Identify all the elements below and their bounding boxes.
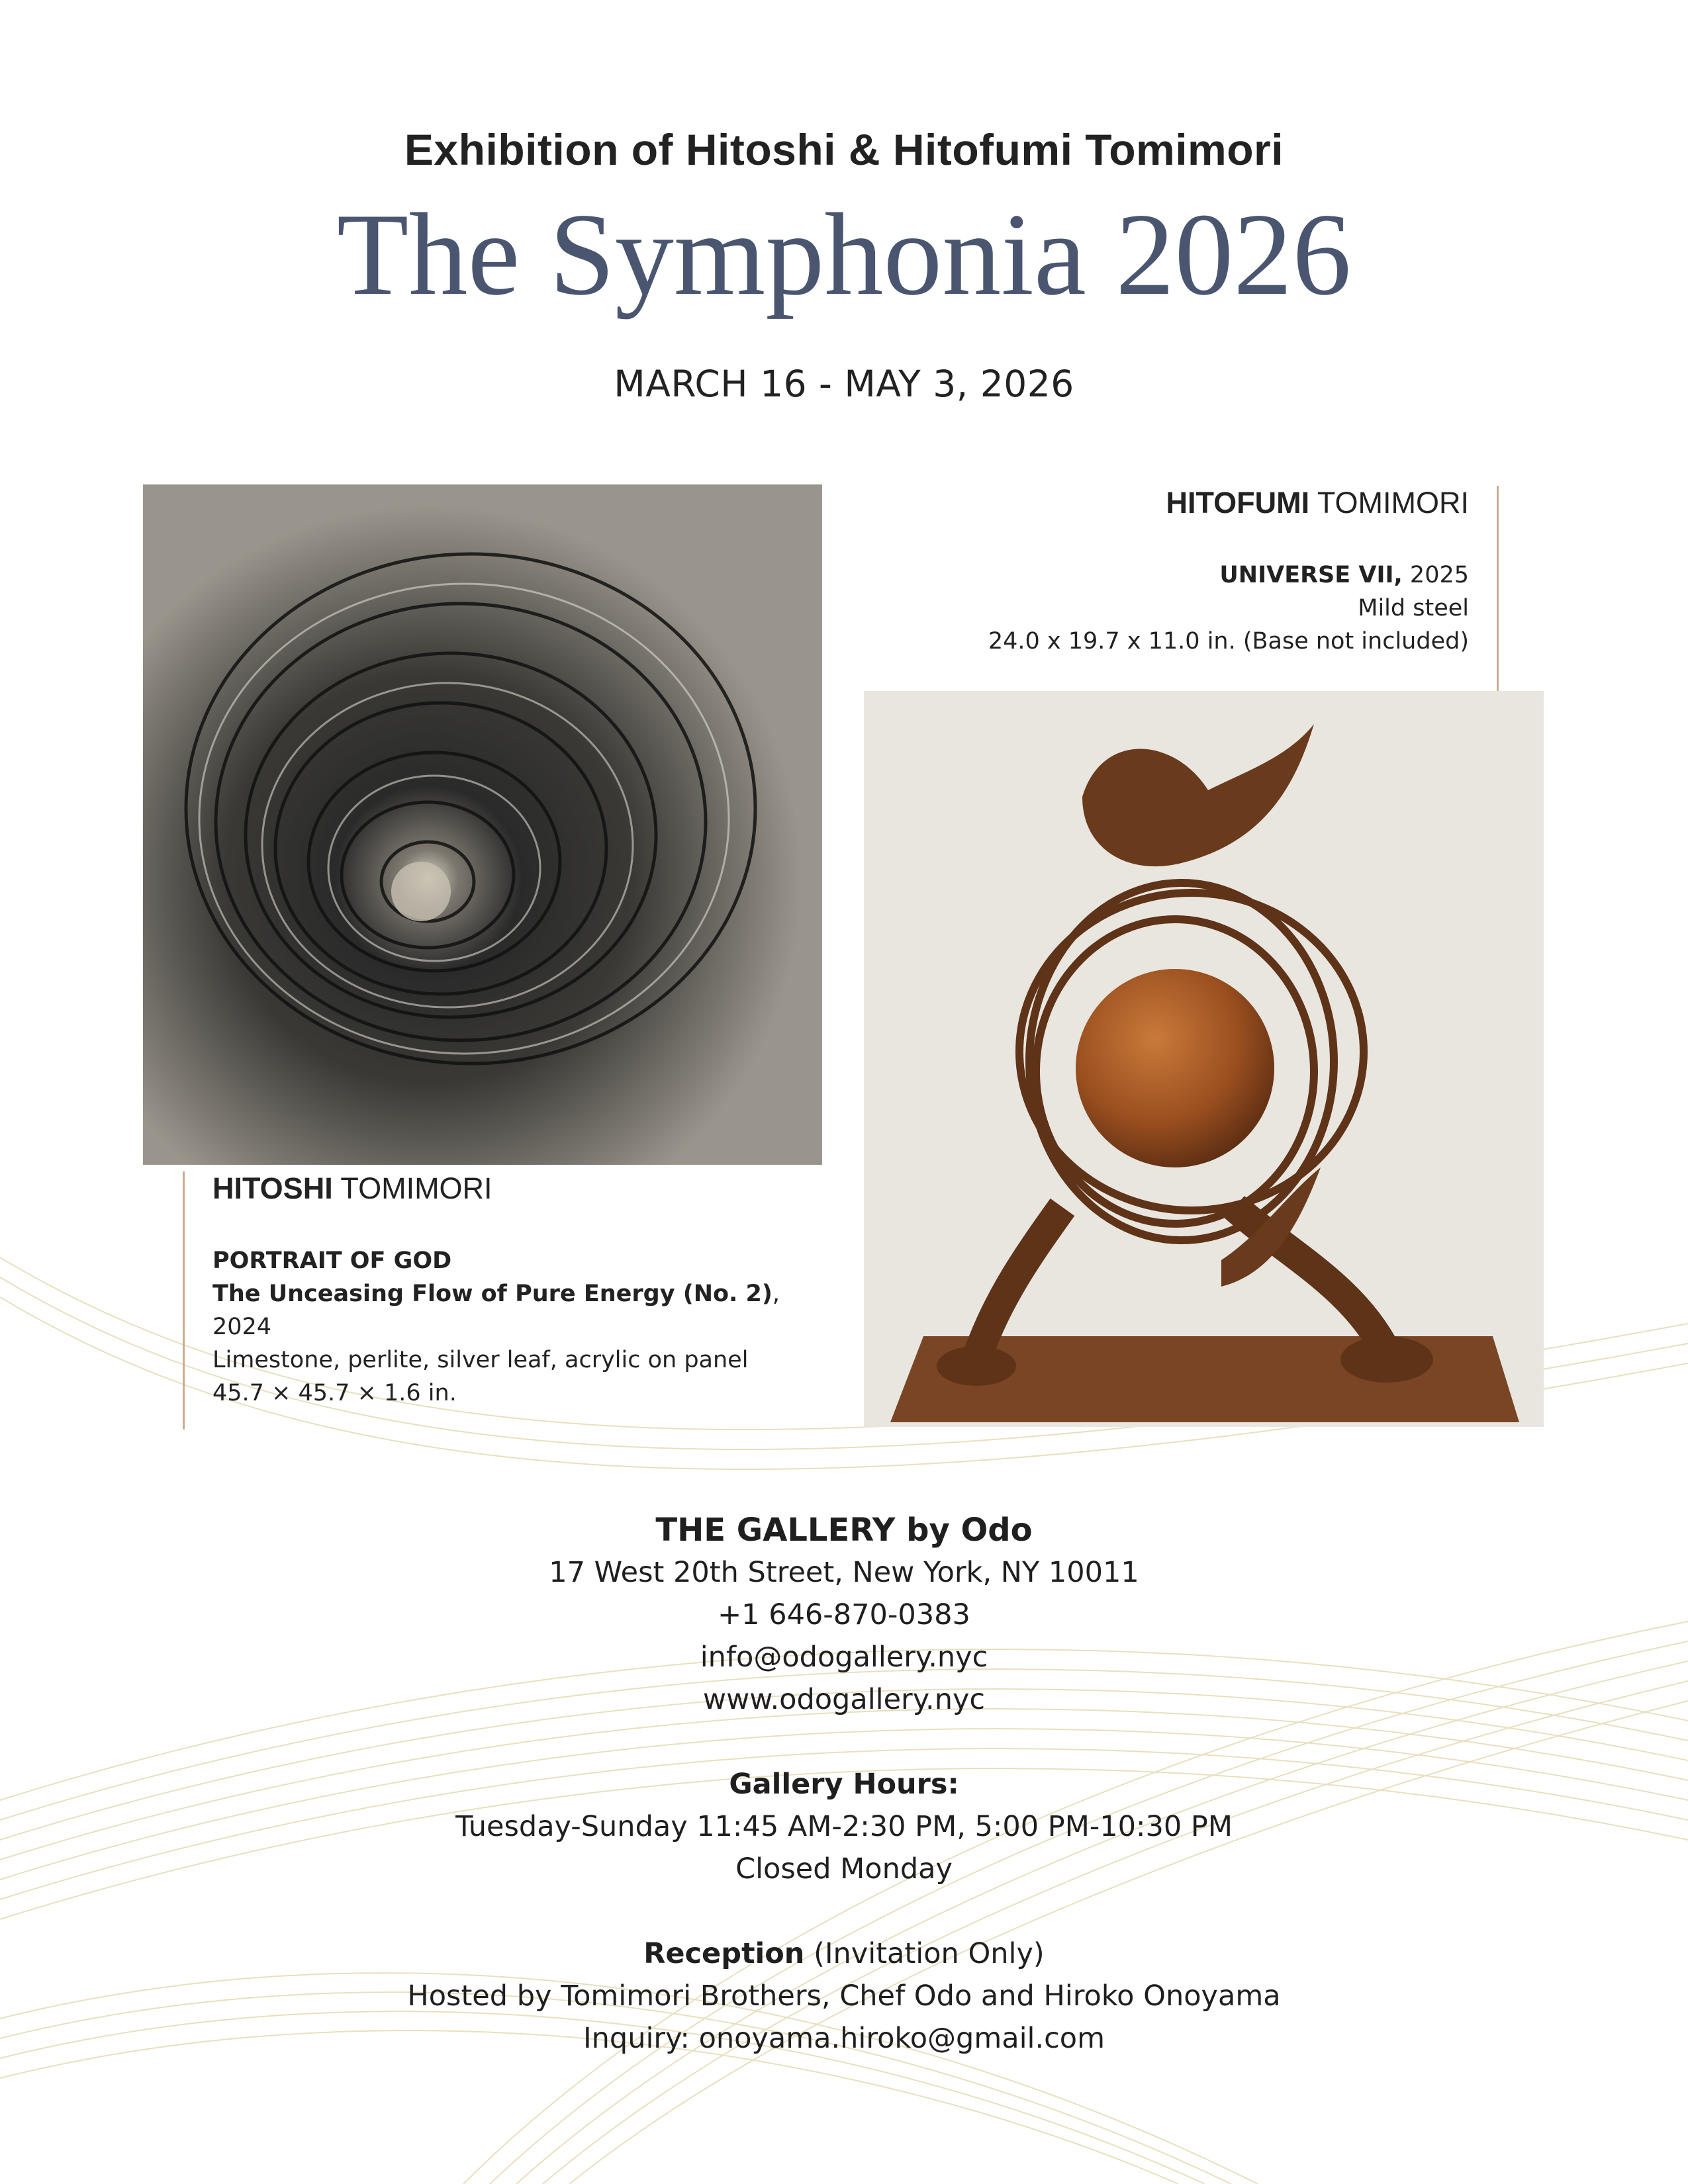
artist-last-name: TOMIMORI [1317, 486, 1469, 520]
sculpture-caption [861, 486, 1499, 691]
gallery-address: 17 West 20th Street, New York, NY 10011 [549, 1556, 1139, 1589]
artist-first-name: HITOFUMI [1166, 486, 1310, 520]
artwork-year: , 2024 [212, 1281, 780, 1340]
gallery-name: THE GALLERY by Odo [655, 1512, 1033, 1549]
artwork-dimensions: 24.0 x 19.7 x 11.0 in. (Base not included) [988, 628, 1469, 655]
reception-note: (Invitation Only) [804, 1937, 1045, 1970]
reception-hosts: Hosted by Tomimori Brothers, Chef Odo and Hiroko Onoyama [407, 1979, 1281, 2013]
artwork-title-line [212, 1277, 845, 1343]
sculpture-image [864, 691, 1544, 1427]
artwork-year: 2025 [1402, 562, 1469, 588]
artist-first-name: HITOSHI [212, 1171, 333, 1205]
painting-image [143, 484, 822, 1165]
exhibition-dates: MARCH 16 - MAY 3, 2026 [614, 363, 1074, 405]
gallery-email[interactable]: info@odogallery.nyc [700, 1641, 988, 1674]
artwork-dimensions: 45.7 × 45.7 × 1.6 in. [212, 1380, 457, 1406]
hours-heading-text: Gallery Hours: [729, 1768, 959, 1801]
artwork-title: The Unceasing Flow of Pure Energy (No. 2) [212, 1281, 773, 1307]
artist-name-hitoshi [212, 1171, 845, 1206]
hours-closed: Closed Monday [735, 1852, 953, 1886]
reception-inquiry[interactable]: Inquiry: onoyama.hiroko@gmail.com [583, 2022, 1105, 2055]
artwork-medium: Mild steel [1358, 595, 1469, 621]
hours-heading [0, 1763, 1688, 1805]
exhibition-title: The Symphonia 2026 [336, 189, 1352, 320]
gallery-website[interactable]: www.odogallery.nyc [702, 1683, 986, 1716]
artist-name-hitofumi [861, 486, 1469, 520]
reception-heading [0, 1933, 1688, 1975]
artwork-series: PORTRAIT OF GOD [212, 1248, 452, 1274]
artwork-title-line [861, 559, 1469, 592]
artist-last-name: TOMIMORI [340, 1171, 492, 1205]
painting-caption [183, 1171, 845, 1430]
gallery-info [0, 1509, 1688, 2060]
artwork-title: UNIVERSE VII, [1219, 562, 1403, 588]
exhibition-subtitle: Exhibition of Hitoshi & Hitofumi Tomimori [404, 125, 1284, 174]
gallery-phone[interactable]: +1 646-870-0383 [718, 1598, 970, 1631]
reception-heading-text: Reception [643, 1937, 805, 1970]
artwork-medium: Limestone, perlite, silver leaf, acrylic on panel [212, 1347, 749, 1373]
hours-schedule: Tuesday-Sunday 11:45 AM-2:30 PM, 5:00 PM-10:30 PM [455, 1810, 1233, 1843]
